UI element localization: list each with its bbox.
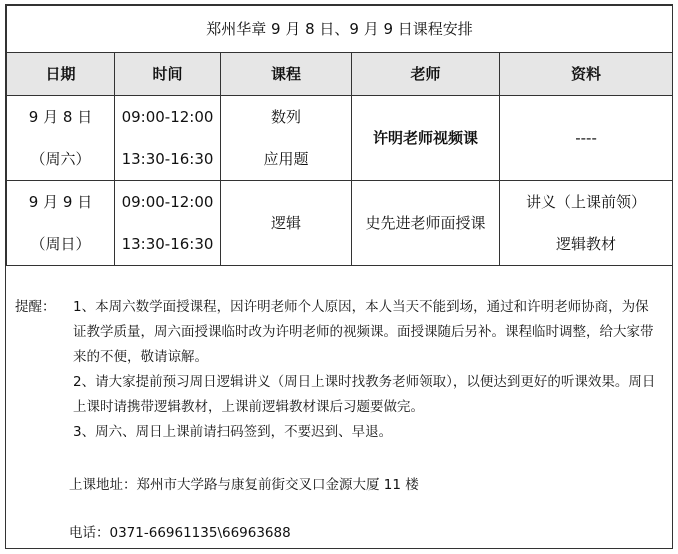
header-teacher: 老师	[352, 53, 500, 96]
date: 9 月 9 日	[28, 193, 93, 211]
page-title: 郑州华章 9 月 8 日、9 月 9 日课程安排	[7, 6, 673, 53]
contact-phone: 电话：0371-66961135\66963688	[69, 525, 291, 541]
table-row	[7, 181, 673, 266]
weekday: （周六）	[30, 150, 91, 168]
date-cell	[7, 96, 115, 181]
course-name: 数列	[270, 108, 301, 126]
time-cell	[115, 181, 221, 266]
course-name: 应用题	[263, 150, 309, 168]
time-morning: 09:00-12:00	[121, 193, 214, 211]
weekday: （周日）	[30, 235, 91, 253]
time-morning: 09:00-12:00	[121, 108, 214, 126]
class-address: 上课地址：郑州市大学路与康复前街交叉口金源大厦 11 楼	[69, 477, 419, 493]
reminder-item: 1、本周六数学面授课程，因许明老师个人原因，本人当天不能到场，通过和许明老师协商，为保证教学质量，周六面授课临时改为许明老师的视频课。面授课随后另补。课程临时调整，给大家带来的不便，敬请谅解。	[73, 299, 654, 365]
reminder-item: 3、周六、周日上课前请扫码签到，不要迟到、早退。	[73, 424, 393, 440]
reminder-body	[73, 295, 660, 445]
material-cell: ----	[500, 96, 673, 181]
header-date: 日期	[7, 53, 115, 96]
material-item: 逻辑教材	[556, 235, 617, 253]
schedule-table	[6, 5, 673, 266]
time-afternoon: 13:30-16:30	[121, 150, 214, 168]
course-cell	[221, 96, 352, 181]
time-cell	[115, 96, 221, 181]
table-row	[7, 96, 673, 181]
material-item: 讲义（上课前领）	[526, 193, 647, 211]
date-cell	[7, 181, 115, 266]
header-material: 资料	[500, 53, 673, 96]
reminder-label: 提醒：	[15, 299, 56, 315]
header-course: 课程	[221, 53, 352, 96]
header-time: 时间	[115, 53, 221, 96]
teacher-cell: 许明老师视频课	[352, 96, 500, 181]
time-afternoon: 13:30-16:30	[121, 235, 214, 253]
reminder-block	[15, 295, 660, 445]
notes-section	[6, 263, 672, 548]
reminder-item: 2、请大家提前预习周日逻辑讲义（周日上课时找教务老师领取），以便达到更好的听课效果。周日上课时请携带逻辑教材，上课前逻辑教材课后习题要做完。	[73, 374, 656, 415]
date: 9 月 8 日	[28, 108, 93, 126]
course-cell: 逻辑	[221, 181, 352, 266]
schedule-sheet	[5, 4, 673, 549]
table-header	[7, 53, 673, 96]
material-cell	[500, 181, 673, 266]
teacher-cell: 史先进老师面授课	[352, 181, 500, 266]
